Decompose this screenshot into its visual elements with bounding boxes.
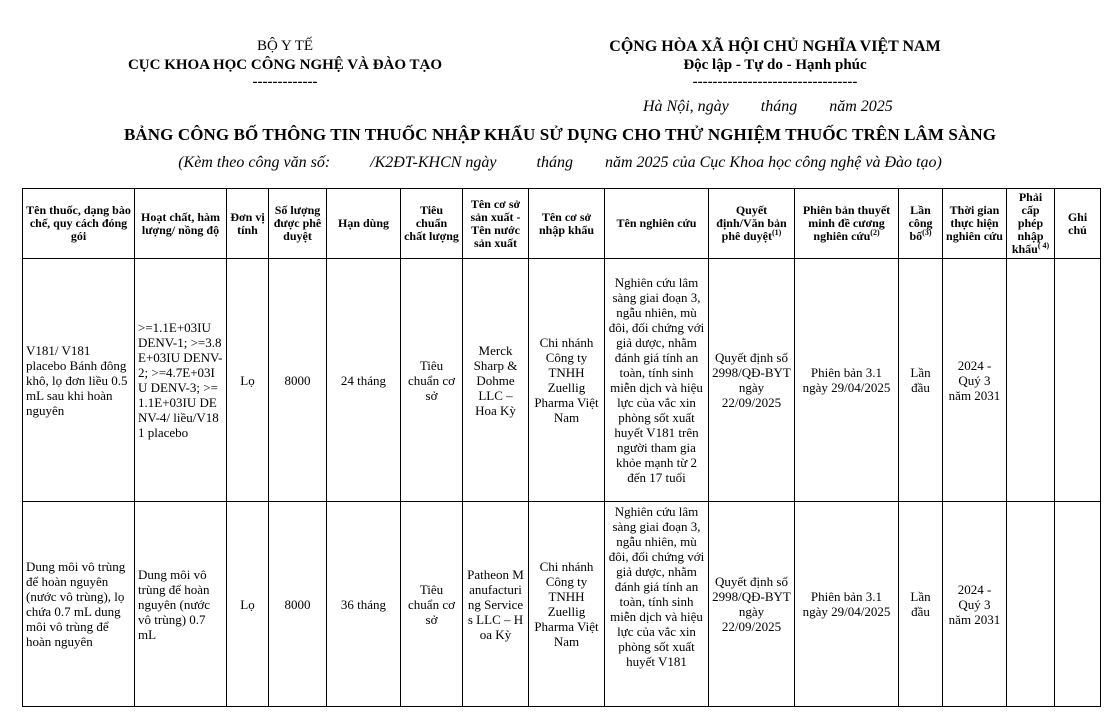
header-left-divider: ------------- [252,74,318,90]
date-line [643,98,893,116]
cell-quantity: 8000 [269,259,327,502]
col-header-standard: Tiêu chuẩn chất lượng [401,189,463,259]
cell-unit: Lọ [227,259,269,502]
col-header-license-text: Phải cấp phép nhập khẩu [1011,190,1044,256]
ministry-name: BỘ Y TẾ [256,38,314,54]
col-header-decision [709,189,795,259]
footnote-4: ( 4) [1037,241,1050,250]
header-right [560,37,990,89]
drug-table [22,188,1101,707]
col-header-unit: Đơn vị tính [227,189,269,259]
cell-unit: Lọ [227,502,269,707]
department-name: CỤC KHOA HỌC CÔNG NGHỆ VÀ ĐÀO TẠO [127,57,443,73]
cell-expiry: 24 tháng [327,259,401,502]
country-name: CỘNG HÒA XÃ HỘI CHỦ NGHĨA VIỆT NAM [609,38,941,55]
cell-period: 2024 - Quý 3 năm 2031 [943,259,1007,502]
col-header-period: Thời gian thực hiện nghiên cứu [943,189,1007,259]
national-motto: Độc lập - Tự do - Hạnh phúc [683,57,867,73]
footnote-3: (3) [922,228,932,237]
cell-name: V181/ V181 placebo Bánh đông khô, lọ đơn liều 0.5 mL sau khi hoàn nguyên [23,259,135,502]
cell-name: Dung môi vô trùng để hoàn nguyên (nước vô trùng), lọ chứa 0.7 mL dung môi vô trùng để hoàn nguyên [23,502,135,707]
cell-license [1007,502,1055,707]
cell-note [1055,259,1101,502]
cell-manufacturer: Patheon Manufacturing Services LLC – Hoa Kỳ [463,502,529,707]
cell-manufacturer: Merck Sharp & Dohme LLC – Hoa Kỳ [463,259,529,502]
cell-standard: Tiêu chuẩn cơ sở [401,502,463,707]
col-header-name: Tên thuốc, dạng bào chế, quy cách đóng gói [23,189,135,259]
col-header-announce [899,189,943,259]
cell-study: Nghiên cứu lâm sàng giai đoạn 3, ngẫu nhiên, mù đôi, đối chứng với giả dược, nhằm đánh giá tính an toàn, tính sinh miễn dịch và hiệu lực của vắc xin phòng sốt xuất huyết V181 [605,502,709,707]
table-row [23,502,1101,707]
col-header-version [795,189,899,259]
table-row [23,259,1101,502]
cell-expiry: 36 tháng [327,502,401,707]
cell-active: >=1.1E+03IU DENV-1; >=3.8E+03IU DENV-2; >=4.7E+03IU DENV-3; >=1.1E+03IU DENV-4/ liều/V181 placebo [135,259,227,502]
col-header-quantity: Số lượng được phê duyệt [269,189,327,259]
footnote-2: (2) [870,228,880,237]
col-header-announce-text: Lần công bố [908,203,933,243]
col-header-expiry: Hạn dùng [327,189,401,259]
cell-version: Phiên bản 3.1 ngày 29/04/2025 [795,502,899,707]
col-header-active: Hoạt chất, hàm lượng/ nồng độ [135,189,227,259]
cell-license [1007,259,1055,502]
cell-period: 2024 - Quý 3 năm 2031 [943,502,1007,707]
document-title: BẢNG CÔNG BỐ THÔNG TIN THUỐC NHẬP KHẨU SỬ DỤNG CHO THỬ NGHIỆM THUỐC TRÊN LÂM SÀNG [123,125,997,144]
cell-version: Phiên bản 3.1 ngày 29/04/2025 [795,259,899,502]
footnote-1: (1) [772,228,782,237]
col-header-decision-text: Quyết định/Văn bản phê duyệt [716,203,787,243]
col-header-note: Ghi chú [1055,189,1101,259]
document-subtitle: (Kèm theo công văn số: /K2ĐT-KHCN ngày tháng năm 2025 của Cục Khoa học công nghệ và Đào tạo) [178,154,942,171]
date-text: Hà Nội, ngày tháng năm 2025 [643,98,893,115]
col-header-importer: Tên cơ sở nhập khẩu [529,189,605,259]
col-header-manufacturer: Tên cơ sở sản xuất - Tên nước sản xuất [463,189,529,259]
cell-announce: Lần đầu [899,502,943,707]
header-right-divider: --------------------------------- [692,74,858,90]
cell-announce: Lần đầu [899,259,943,502]
cell-importer: Chi nhánh Công ty TNHH Zuellig Pharma Việt Nam [529,502,605,707]
cell-study: Nghiên cứu lâm sàng giai đoạn 3, ngẫu nhiên, mù đôi, đối chứng với giả dược, nhằm đánh giá tính an toàn, tính sinh miễn dịch và hiệu lực của vắc xin phòng sốt xuất huyết V181 trên người tham gia khỏe mạnh từ 2 đến 17 tuổi [605,259,709,502]
cell-decision: Quyết định số 2998/QĐ-BYT ngày 22/09/2025 [709,502,795,707]
header-left [60,37,510,89]
col-header-license [1007,189,1055,259]
cell-quantity: 8000 [269,502,327,707]
col-header-version-text: Phiên bản thuyết minh đề cương nghiên cứu [802,203,891,243]
cell-importer: Chi nhánh Công ty TNHH Zuellig Pharma Việt Nam [529,259,605,502]
cell-decision: Quyết định số 2998/QĐ-BYT ngày 22/09/2025 [709,259,795,502]
cell-active: Dung môi vô trùng để hoàn nguyên (nước vô trùng) 0.7 mL [135,502,227,707]
cell-standard: Tiêu chuẩn cơ sở [401,259,463,502]
table-header-row [23,189,1101,259]
col-header-study: Tên nghiên cứu [605,189,709,259]
cell-note [1055,502,1101,707]
